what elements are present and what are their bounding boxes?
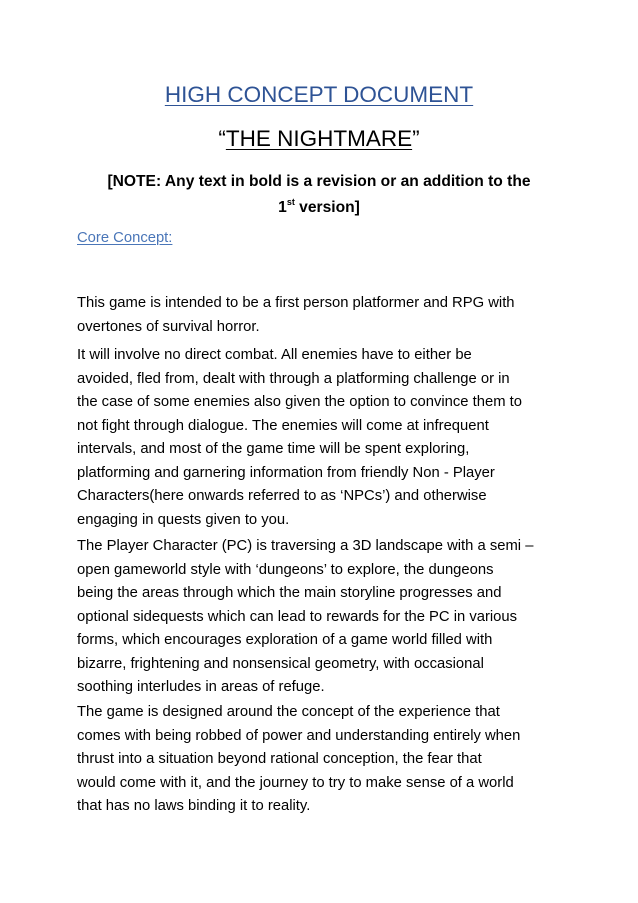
- game-title: [0, 126, 638, 152]
- paragraph-line: The game is designed around the concept of the experience that: [77, 704, 500, 720]
- paragraph-line: avoided, fled from, dealt with through a platforming challenge or in: [77, 370, 510, 387]
- paragraph-line: overtones of survival horror.: [77, 318, 260, 335]
- revision-note-line-1: [NOTE: Any text in bold is a revision or an addition to the: [107, 173, 531, 190]
- paragraph-line: This game is intended to be a first person platformer and RPG with: [77, 295, 515, 311]
- paragraph-line: comes with being robbed of power and understanding entirely when: [77, 727, 521, 744]
- paragraph-line: intervals, and most of the game time will be spent exploring,: [77, 441, 470, 457]
- revision-note-superscript: st: [286, 197, 295, 207]
- paragraph-line: soothing interludes in areas of refuge.: [77, 679, 325, 695]
- game-title-text: THE NIGHTMARE: [225, 126, 413, 151]
- paragraph-line: that has no laws binding it to reality.: [77, 798, 311, 814]
- paragraph-line: optional sidequests which can lead to rewards for the PC in various: [77, 608, 518, 625]
- paragraph: [77, 292, 565, 339]
- paragraph-line: platforming and garnering information from friendly Non - Player: [77, 464, 495, 481]
- revision-note-line-2: [278, 199, 360, 216]
- paragraph-line: would come with it, and the journey to try to make sense of a world: [77, 774, 514, 791]
- paragraph-line: forms, which encourages exploration of a game world filled with: [77, 632, 493, 648]
- revision-note-ordinal: 1: [278, 199, 287, 216]
- paragraph-line: Characters(here onwards referred to as ‘NPCs’) and otherwise: [77, 488, 487, 504]
- revision-note: [80, 169, 558, 221]
- game-title-open-quote: “: [218, 126, 226, 151]
- document-title: HIGH CONCEPT DOCUMENT: [164, 82, 474, 107]
- section-heading-core-concept: Core Concept:: [77, 230, 173, 246]
- paragraph-line: open gameworld style with ‘dungeons’ to explore, the dungeons: [77, 561, 494, 578]
- game-title-close-quote: ”: [412, 126, 420, 151]
- paragraph-line: It will involve no direct combat. All enemies have to either be: [77, 347, 472, 363]
- paragraph-line: The Player Character (PC) is traversing a 3D landscape with a semi –: [77, 538, 534, 554]
- paragraph: [77, 344, 565, 532]
- paragraph-line: engaging in quests given to you.: [77, 511, 290, 528]
- paragraph-line: the case of some enemies also given the option to convince them to: [77, 394, 522, 410]
- paragraph-line: not fight through dialogue. The enemies will come at infrequent: [77, 417, 489, 434]
- paragraph: [77, 701, 565, 819]
- revision-note-tail: version]: [294, 199, 360, 216]
- paragraph: [77, 535, 565, 700]
- paragraph-line: bizarre, frightening and nonsensical geometry, with occasional: [77, 655, 484, 672]
- paragraph-line: being the areas through which the main storyline progresses and: [77, 585, 502, 601]
- paragraph-line: thrust into a situation beyond rational conception, the fear that: [77, 751, 482, 767]
